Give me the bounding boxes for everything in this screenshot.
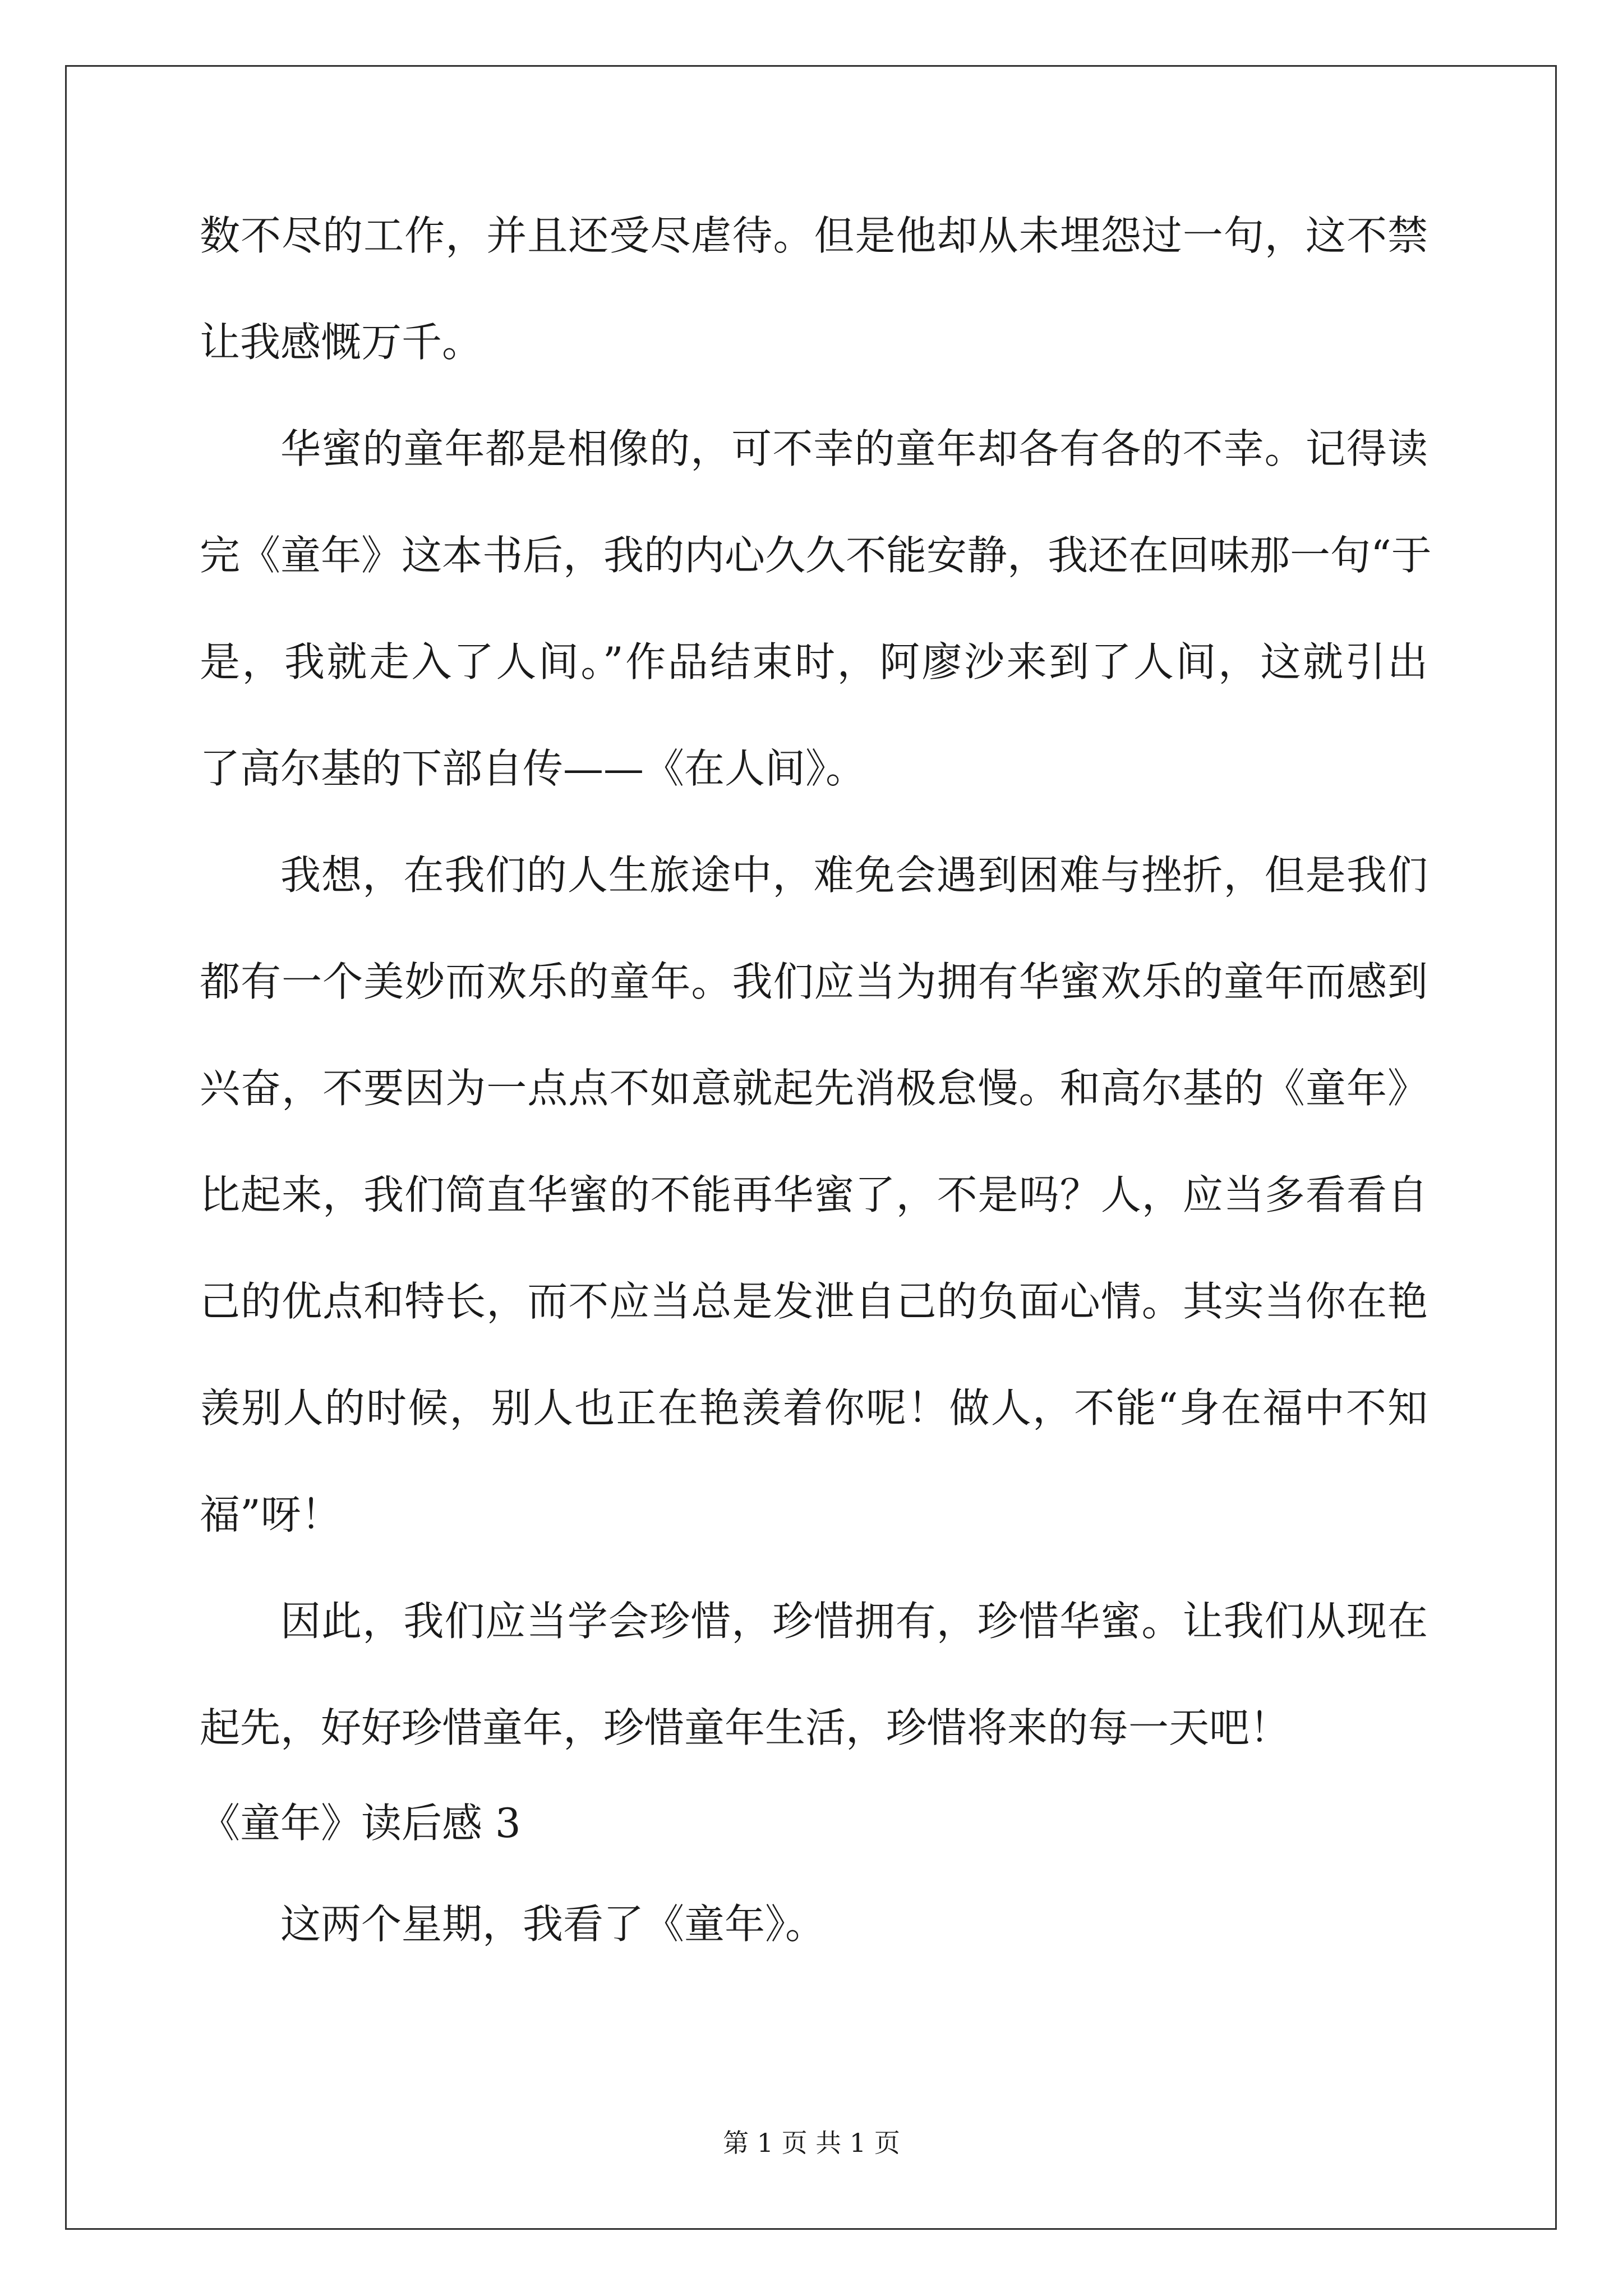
text-line: 完《童年》这本书后，我的内心久久不能安静，我还在回味那一句“于 xyxy=(200,532,1432,579)
text-line: 华蜜的童年都是相像的，可不幸的童年却各有各的不幸。记得读 xyxy=(280,425,1428,472)
text-line: 让我感慨万千。 xyxy=(200,319,483,366)
text-line: 羡别人的时候，别人也正在艳羡着你呢！做人，不能“身在福中不知 xyxy=(200,1384,1428,1432)
text-line: 因此，我们应当学会珍惜，珍惜拥有，珍惜华蜜。让我们从现在 xyxy=(280,1598,1428,1645)
text-line: 是，我就走入了人间。”作品结束时，阿廖沙来到了人间，这就引出 xyxy=(200,638,1428,685)
text-line: 己的优点和特长，而不应当总是发泄自己的负面心情。其实当你在艳 xyxy=(200,1278,1428,1325)
text-line: 兴奋，不要因为一点点不如意就起先消极怠慢。和高尔基的《童年》 xyxy=(200,1065,1428,1112)
section-heading: 《童年》读后感 3 xyxy=(200,1800,521,1847)
text-line: 起先，好好珍惜童年，珍惜童年生活，珍惜将来的每一天吧！ xyxy=(200,1704,1290,1751)
text-line: 了高尔基的下部自传——《在人间》。 xyxy=(200,745,866,792)
text-line: 我想，在我们的人生旅途中，难免会遇到困难与挫折，但是我们 xyxy=(280,852,1428,899)
page-footer: 第 1 页 共 1 页 xyxy=(723,2128,900,2158)
text-line: 这两个星期，我看了《童年》。 xyxy=(280,1901,826,1948)
text-line: 比起来，我们简直华蜜的不能再华蜜了，不是吗？人，应当多看看自 xyxy=(200,1171,1428,1218)
text-line: 都有一个美妙而欢乐的童年。我们应当为拥有华蜜欢乐的童年而感到 xyxy=(200,958,1428,1005)
text-line: 福”呀！ xyxy=(200,1491,342,1538)
text-line: 数不尽的工作，并且还受尽虐待。但是他却从未埋怨过一句，这不禁 xyxy=(200,212,1428,259)
